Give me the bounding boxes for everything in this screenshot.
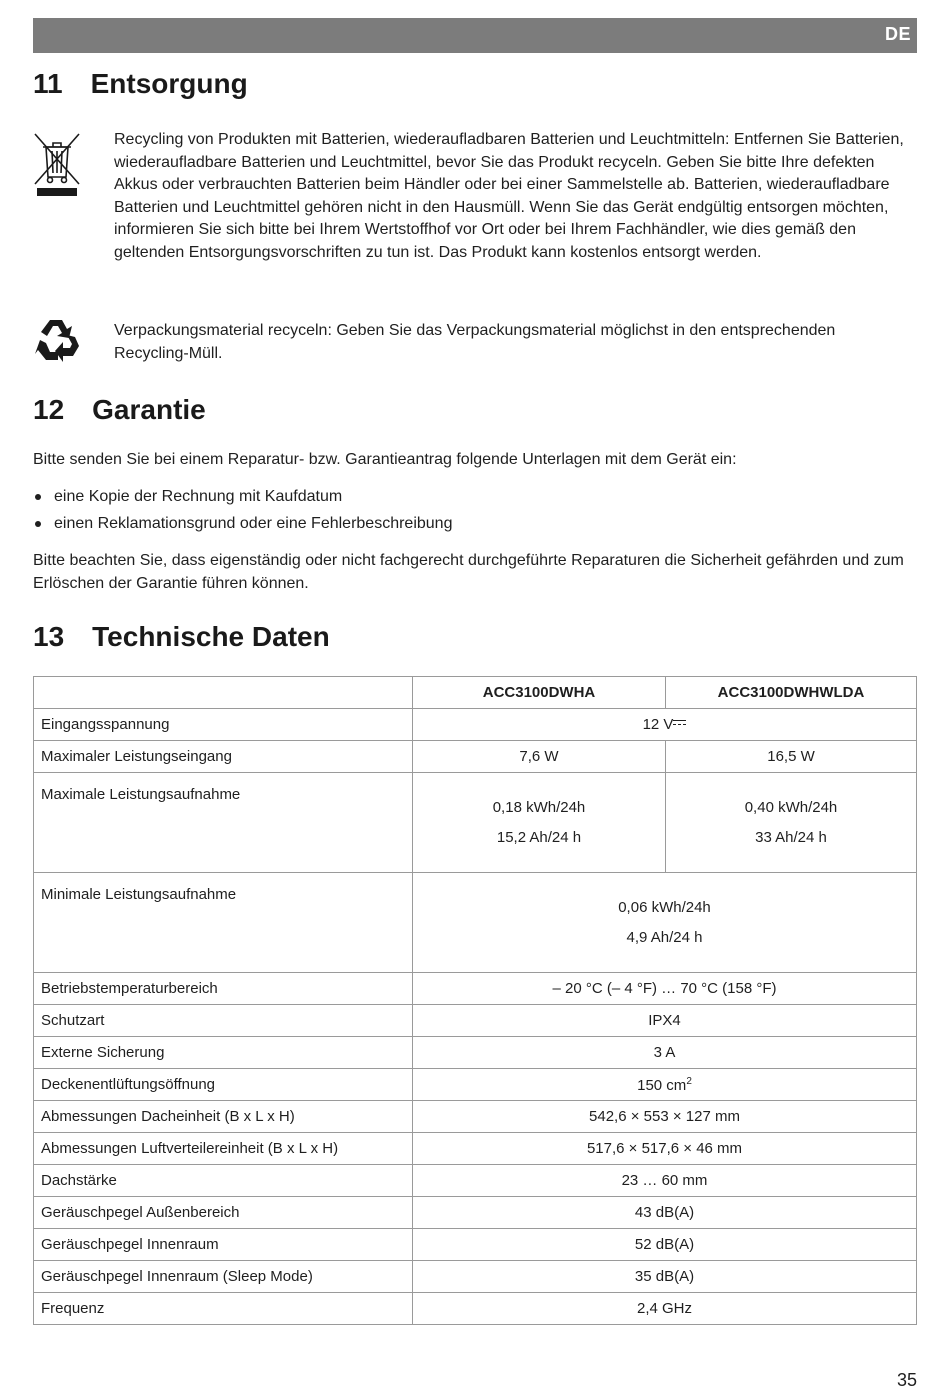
row-value-b: 16,5 W [666, 741, 917, 773]
section-title: Entsorgung [90, 68, 248, 99]
voltage-value: 12 V [642, 716, 674, 733]
value-line: 33 Ah/24 h [755, 829, 827, 846]
warranty-note: Bitte beachten Sie, dass eigenständig oder nicht fachgerecht durchgeführte Reparaturen die Sicherheit gefährden und zum Erlöschen der Garantie führen können. [33, 552, 904, 592]
table-row [34, 1101, 917, 1133]
table-row [34, 873, 917, 973]
row-value [413, 873, 917, 973]
section-number: 11 [33, 68, 63, 99]
table-row [34, 1197, 917, 1229]
value-line: 0,06 kWh/24h [618, 899, 711, 916]
section-title: Technische Daten [92, 621, 330, 652]
row-label: Abmessungen Dacheinheit (B x L x H) [34, 1101, 413, 1133]
list-item: einen Reklamationsgrund oder eine Fehlerbeschreibung [33, 513, 452, 540]
row-label: Minimale Leistungsaufnahme [34, 873, 413, 973]
row-value: 2,4 GHz [413, 1293, 917, 1325]
row-value: 43 dB(A) [413, 1197, 917, 1229]
table-row [34, 1133, 917, 1165]
row-label: Maximale Leistungsaufnahme [34, 773, 413, 873]
row-label: Geräuschpegel Innenraum (Sleep Mode) [34, 1261, 413, 1293]
row-label: Geräuschpegel Innenraum [34, 1229, 413, 1261]
table-row [34, 1037, 917, 1069]
warranty-bullet-list [33, 486, 452, 540]
warranty-intro: Bitte senden Sie bei einem Reparatur- bzw. Garantieantrag folgende Unterlagen mit dem Gerät ein: [33, 451, 737, 468]
row-label: Maximaler Leistungseingang [34, 741, 413, 773]
row-value: 3 A [413, 1037, 917, 1069]
row-label: Externe Sicherung [34, 1037, 413, 1069]
disposal-battery-text: Recycling von Produkten mit Batterien, wiederaufladbaren Batterien und Leuchtmitteln: Entfernen Sie Batterien, wiederaufladbare Batterien und Leuchtmittel, bevor Sie das Produkt recyceln. Geben Sie bitte Ihre defekten Akkus oder verbrauchten Batterien beim Händler oder bei einer Sammelstelle ab. Batterien, wiederaufladbare Batterien und Leuchtmittel gehören nicht in den Hausmüll. Wenn Sie das Gerät endgültig entsorgen möchten, informieren Sie sich bitte bei Ihrem Wertstoffhof vor Ort oder bei Ihrem Fachhändler, wie dies gemäß den geltenden Entsorgungsvorschriften zu tun ist. Das Produkt kann kostenlos entsorgt werden. [114, 131, 904, 261]
table-header-model-b: ACC3100DWHWLDA [666, 677, 917, 709]
superscript: 2 [686, 1075, 692, 1087]
row-value: 542,6 × 553 × 127 mm [413, 1101, 917, 1133]
row-value: 23 … 60 mm [413, 1165, 917, 1197]
value-line: 15,2 Ah/24 h [496, 829, 582, 846]
table-row [34, 973, 917, 1005]
table-row [34, 709, 917, 741]
row-label: Frequenz [34, 1293, 413, 1325]
table-row [34, 1165, 917, 1197]
row-value-a: 7,6 W [413, 741, 666, 773]
value-line: 0,18 kWh/24h [492, 799, 586, 816]
table-row [34, 1069, 917, 1101]
row-label: Abmessungen Luftverteilereinheit (B x L x H) [34, 1133, 413, 1165]
area-value: 150 cm [637, 1076, 687, 1094]
section-heading-warranty [33, 394, 206, 426]
row-value: 52 dB(A) [413, 1229, 917, 1261]
value-line: 4,9 Ah/24 h [626, 929, 703, 946]
table-row [34, 741, 917, 773]
table-row [34, 1293, 917, 1325]
table-header-empty [34, 677, 413, 709]
row-value: 35 dB(A) [413, 1261, 917, 1293]
table-header-row [34, 677, 917, 709]
packaging-recycling-text: Verpackungsmaterial recyceln: Geben Sie das Verpackungsmaterial möglichst in den entsprechenden Recycling-Müll. [114, 322, 836, 362]
row-label: Dachstärke [34, 1165, 413, 1197]
row-value-a [413, 773, 666, 873]
language-label: DE [884, 24, 911, 44]
crossed-bin-icon [33, 131, 81, 197]
value-line: 0,40 kWh/24h [744, 799, 838, 816]
list-item: eine Kopie der Rechnung mit Kaufdatum [33, 486, 452, 513]
table-row [34, 1261, 917, 1293]
row-value [413, 1069, 917, 1101]
table-row [34, 773, 917, 873]
table-row [34, 1229, 917, 1261]
section-heading-disposal [33, 68, 248, 100]
row-label: Betriebstemperaturbereich [34, 973, 413, 1005]
section-number: 12 [33, 394, 65, 425]
section-title: Garantie [92, 394, 206, 425]
row-label: Geräuschpegel Außenbereich [34, 1197, 413, 1229]
row-label: Eingangsspannung [34, 709, 413, 741]
row-value: – 20 °C (– 4 °F) … 70 °C (158 °F) [413, 973, 917, 1005]
header-bar [33, 18, 917, 53]
table-header-model-a: ACC3100DWHA [413, 677, 666, 709]
row-value [413, 709, 917, 741]
page-number: 35 [896, 1370, 917, 1390]
dc-symbol-icon [673, 720, 686, 726]
row-value-b [666, 773, 917, 873]
section-number: 13 [33, 621, 65, 652]
row-value: 517,6 × 517,6 × 46 mm [413, 1133, 917, 1165]
technical-data-table [33, 676, 917, 1325]
row-label: Schutzart [34, 1005, 413, 1037]
row-value: IPX4 [413, 1005, 917, 1037]
recycling-icon [33, 318, 81, 364]
section-heading-tech [33, 621, 330, 653]
row-label: Deckenentlüftungsöffnung [34, 1069, 413, 1101]
table-row [34, 1005, 917, 1037]
